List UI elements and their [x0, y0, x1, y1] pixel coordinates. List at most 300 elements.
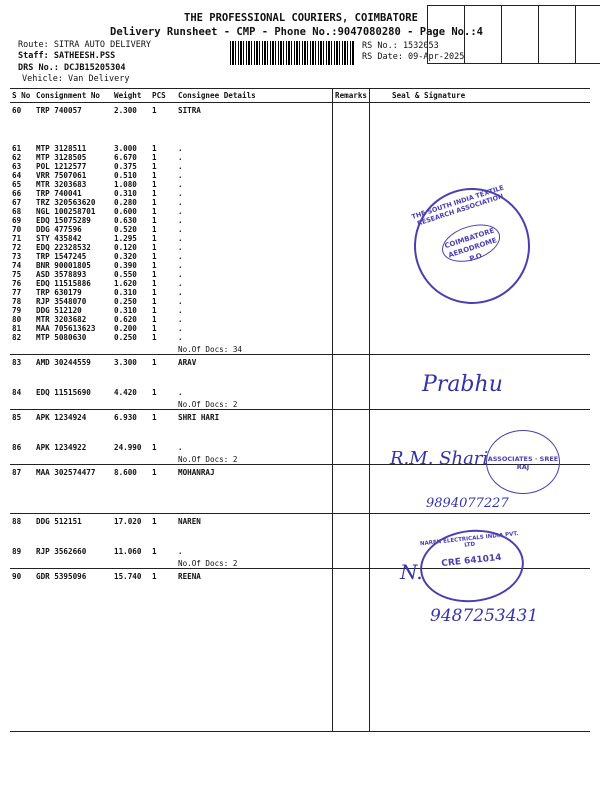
docs-cell: [34, 342, 112, 355]
row-pcs: 1: [152, 297, 157, 306]
row-pcs: 1: [152, 106, 157, 115]
docs-cell: [112, 342, 150, 355]
row-consignment: EDQ 11515690: [36, 388, 91, 397]
row-remarks: [333, 544, 370, 556]
row-remarks: [333, 288, 370, 297]
spacer-cell: [176, 526, 333, 544]
table-row: [10, 385, 590, 397]
table-row: [10, 153, 590, 162]
row-sno: 87: [12, 468, 22, 477]
row-consignee: SITRA: [176, 103, 333, 116]
row-remarks: [333, 315, 370, 324]
docs-cell: [370, 397, 591, 410]
row-remarks: [333, 141, 370, 153]
signature-arav: Prabhu: [422, 372, 503, 397]
row-pcs: 1: [152, 413, 157, 422]
row-consignment: ASD 3578893: [36, 270, 87, 279]
row-sno: 62: [12, 153, 22, 162]
row-pcs: 1: [152, 572, 157, 581]
table-row: [10, 355, 590, 368]
row-seal: [370, 141, 591, 153]
row-consignment: MTR 3203683: [36, 180, 87, 189]
docs-count: No.Of Docs: 2: [176, 397, 333, 410]
row-pcs: 1: [152, 288, 157, 297]
spacer-cell: [34, 422, 112, 440]
table-row: [10, 297, 590, 306]
row-weight: 24.990: [114, 443, 142, 452]
row-consignee: .: [176, 288, 333, 297]
docs-cell: [150, 342, 176, 355]
docs-cell: [370, 342, 591, 355]
table-row: [10, 306, 590, 315]
table-row: [10, 333, 590, 342]
spacer-cell: [150, 367, 176, 385]
row-consignee: .: [176, 440, 333, 452]
row-weight: 1.295: [114, 234, 137, 243]
row-sno: 61: [12, 144, 22, 153]
row-consignee: .: [176, 189, 333, 198]
row-pcs: 1: [152, 198, 157, 207]
col-weight: Weight: [112, 89, 150, 103]
row-consignment: EDQ 15075289: [36, 216, 91, 225]
spacer-row: [10, 581, 590, 732]
row-sno: 65: [12, 180, 22, 189]
row-seal: [370, 306, 591, 315]
spacer-cell: [370, 581, 591, 732]
spacer-cell: [10, 477, 34, 514]
row-seal: [370, 333, 591, 342]
spacer-cell: [150, 422, 176, 440]
row-weight: 0.310: [114, 306, 137, 315]
spacer-cell: [176, 422, 333, 440]
spacer-cell: [10, 367, 34, 385]
row-consignee: .: [176, 198, 333, 207]
row-remarks: [333, 306, 370, 315]
associates-stamp: [486, 430, 560, 494]
header-box: [538, 5, 576, 64]
spacer-cell: [333, 115, 370, 141]
row-remarks: [333, 279, 370, 288]
header-box: [501, 5, 539, 64]
row-remarks: [333, 198, 370, 207]
row-consignee: .: [176, 171, 333, 180]
route-label: Route: SITRA AUTO DELIVERY: [18, 40, 152, 50]
row-remarks: [333, 514, 370, 527]
row-weight: 3.000: [114, 144, 137, 153]
spacer-cell: [112, 477, 150, 514]
row-pcs: 1: [152, 234, 157, 243]
row-weight: 0.250: [114, 333, 137, 342]
row-weight: 0.520: [114, 225, 137, 234]
spacer-row: [10, 367, 590, 385]
row-consignment: MAA 705613623: [36, 324, 96, 333]
table-row: [10, 410, 590, 423]
stamp-ring-text: THE SOUTH INDIA TEXTILE RESEARCH ASSOCIATION: [410, 183, 505, 228]
spacer-cell: [112, 526, 150, 544]
row-remarks: [333, 261, 370, 270]
row-consignment: TRP 740041: [36, 189, 82, 198]
row-remarks: [333, 324, 370, 333]
row-consignment: TRZ 320563620: [36, 198, 96, 207]
spacer-cell: [112, 367, 150, 385]
row-remarks: [333, 225, 370, 234]
spacer-cell: [34, 367, 112, 385]
row-consignee: .: [176, 279, 333, 288]
docs-row: [10, 342, 590, 355]
docs-cell: [333, 342, 370, 355]
row-consignee: .: [176, 324, 333, 333]
associates-text: ASSOCIATES · SREE RAJ: [487, 455, 559, 471]
col-pcs: PCS: [150, 89, 176, 103]
row-remarks: [333, 355, 370, 368]
row-sno: 64: [12, 171, 22, 180]
spacer-cell: [34, 477, 112, 514]
row-weight: 0.280: [114, 198, 137, 207]
docs-cell: [34, 452, 112, 465]
row-sno: 76: [12, 279, 22, 288]
row-pcs: 1: [152, 171, 157, 180]
spacer-row: [10, 115, 590, 141]
rs-date: RS Date: 09-Apr-2025: [362, 52, 465, 62]
row-consignee: NAREN: [176, 514, 333, 527]
row-consignee: .: [176, 180, 333, 189]
row-consignment: EDQ 11515886: [36, 279, 91, 288]
row-consignee: .: [176, 270, 333, 279]
row-weight: 0.310: [114, 189, 137, 198]
row-consignment: MTP 3128505: [36, 153, 87, 162]
row-sno: 78: [12, 297, 22, 306]
row-consignee: .: [176, 216, 333, 225]
row-sno: 60: [12, 106, 22, 115]
row-seal: [370, 162, 591, 171]
row-remarks: [333, 234, 370, 243]
row-consignee: .: [176, 243, 333, 252]
row-consignment: DDG 477596: [36, 225, 82, 234]
row-consignment: AMD 30244559: [36, 358, 91, 367]
spacer-cell: [370, 115, 591, 141]
table-row: [10, 514, 590, 527]
docs-row: [10, 397, 590, 410]
row-sno: 80: [12, 315, 22, 324]
row-pcs: 1: [152, 468, 157, 477]
row-consignment: BNR 90001805: [36, 261, 91, 270]
row-consignment: APK 1234924: [36, 413, 87, 422]
row-consignment: TRP 630179: [36, 288, 82, 297]
docs-cell: [333, 397, 370, 410]
spacer-cell: [150, 526, 176, 544]
row-pcs: 1: [152, 315, 157, 324]
row-pcs: 1: [152, 189, 157, 198]
docs-cell: [112, 452, 150, 465]
docs-cell: [112, 556, 150, 569]
col-consignee: Consignee Details: [176, 89, 333, 103]
header-box: [575, 5, 600, 64]
row-weight: 0.620: [114, 315, 137, 324]
row-consignment: TRP 740057: [36, 106, 82, 115]
row-consignee: .: [176, 315, 333, 324]
spacer-cell: [176, 581, 333, 732]
row-pcs: 1: [152, 388, 157, 397]
row-pcs: 1: [152, 180, 157, 189]
docs-count: No.Of Docs: 2: [176, 452, 333, 465]
row-remarks: [333, 270, 370, 279]
row-sno: 84: [12, 388, 22, 397]
spacer-cell: [34, 581, 112, 732]
row-sno: 70: [12, 225, 22, 234]
row-sno: 63: [12, 162, 22, 171]
col-remarks: Remarks: [333, 89, 370, 103]
row-consignee: MOHANRAJ: [176, 465, 333, 478]
drs-label: DRS No.: DCJB15205304: [18, 63, 126, 73]
row-consignment: MTP 5080630: [36, 333, 87, 342]
row-weight: 15.740: [114, 572, 142, 581]
row-sno: 73: [12, 252, 22, 261]
row-seal: [370, 410, 591, 423]
col-sno: S No: [10, 89, 34, 103]
row-pcs: 1: [152, 216, 157, 225]
stamp-center: COIMBATORE AERODROME P.O: [437, 218, 505, 269]
row-pcs: 1: [152, 547, 157, 556]
row-weight: 0.390: [114, 261, 137, 270]
docs-cell: [112, 397, 150, 410]
row-consignee: .: [176, 261, 333, 270]
row-sno: 66: [12, 189, 22, 198]
spacer-cell: [34, 526, 112, 544]
row-sno: 68: [12, 207, 22, 216]
row-sno: 75: [12, 270, 22, 279]
spacer-cell: [150, 581, 176, 732]
row-weight: 0.200: [114, 324, 137, 333]
row-consignment: POL 1212577: [36, 162, 87, 171]
row-remarks: [333, 207, 370, 216]
table-row: [10, 141, 590, 153]
row-weight: 4.420: [114, 388, 137, 397]
table-row: [10, 324, 590, 333]
row-remarks: [333, 297, 370, 306]
spacer-cell: [10, 115, 34, 141]
row-weight: 0.375: [114, 162, 137, 171]
docs-cell: [10, 397, 34, 410]
row-consignee: .: [176, 153, 333, 162]
row-seal: [370, 315, 591, 324]
row-remarks: [333, 252, 370, 261]
row-weight: 6.930: [114, 413, 137, 422]
row-weight: 0.320: [114, 252, 137, 261]
docs-cell: [34, 397, 112, 410]
row-sno: 82: [12, 333, 22, 342]
row-consignment: STY 435842: [36, 234, 82, 243]
runsheet-subtitle: Delivery Runsheet - CMP - Phone No.:9047080280 - Page No.:4: [110, 26, 483, 38]
signature-reena: 9487253431: [430, 606, 539, 626]
row-pcs: 1: [152, 225, 157, 234]
rs-number: RS No.: 1532053: [362, 41, 439, 51]
row-weight: 3.300: [114, 358, 137, 367]
docs-cell: [150, 397, 176, 410]
row-remarks: [333, 189, 370, 198]
row-remarks: [333, 410, 370, 423]
docs-count: No.Of Docs: 2: [176, 556, 333, 569]
row-sno: 81: [12, 324, 22, 333]
header-box: [464, 5, 502, 64]
row-weight: 8.600: [114, 468, 137, 477]
docs-cell: [150, 556, 176, 569]
row-weight: 0.310: [114, 288, 137, 297]
row-pcs: 1: [152, 207, 157, 216]
row-weight: 2.300: [114, 106, 137, 115]
row-sno: 88: [12, 517, 22, 526]
spacer-cell: [176, 367, 333, 385]
row-pcs: 1: [152, 306, 157, 315]
row-pcs: 1: [152, 517, 157, 526]
row-consignment: EDQ 22328532: [36, 243, 91, 252]
spacer-cell: [333, 422, 370, 440]
spacer-cell: [176, 115, 333, 141]
row-consignment: RJP 3562660: [36, 547, 87, 556]
spacer-cell: [10, 581, 34, 732]
row-remarks: [333, 243, 370, 252]
row-sno: 67: [12, 198, 22, 207]
row-sno: 69: [12, 216, 22, 225]
row-sno: 71: [12, 234, 22, 243]
table-row: [10, 315, 590, 324]
spacer-cell: [333, 526, 370, 544]
row-remarks: [333, 162, 370, 171]
header-boxes: [428, 5, 600, 64]
spacer-cell: [34, 115, 112, 141]
row-consignee: .: [176, 252, 333, 261]
row-seal: [370, 514, 591, 527]
spacer-cell: [112, 115, 150, 141]
spacer-cell: [176, 477, 333, 514]
row-weight: 0.600: [114, 207, 137, 216]
staff-label: Staff: SATHEESH.PSS: [18, 51, 116, 61]
table-row: [10, 103, 590, 116]
row-consignment: GDR 5395096: [36, 572, 87, 581]
signature-naren: N.: [400, 560, 423, 584]
row-consignment: APK 1234922: [36, 443, 87, 452]
docs-cell: [10, 452, 34, 465]
row-remarks: [333, 465, 370, 478]
spacer-cell: [10, 526, 34, 544]
row-pcs: 1: [152, 162, 157, 171]
row-pcs: 1: [152, 443, 157, 452]
row-consignee: .: [176, 207, 333, 216]
row-consignee: REENA: [176, 569, 333, 582]
row-consignment: DDG 512151: [36, 517, 82, 526]
cre-ring-text: NAREN ELECTRICALS INDIA PVT. LTD: [419, 530, 519, 549]
row-pcs: 1: [152, 270, 157, 279]
signature-mohanraj: 9894077227: [426, 496, 509, 511]
row-pcs: 1: [152, 252, 157, 261]
row-sno: 72: [12, 243, 22, 252]
row-consignee: .: [176, 306, 333, 315]
row-consignee: .: [176, 141, 333, 153]
row-consignee: .: [176, 297, 333, 306]
row-remarks: [333, 153, 370, 162]
row-pcs: 1: [152, 261, 157, 270]
row-consignee: .: [176, 225, 333, 234]
company-title: THE PROFESSIONAL COURIERS, COIMBATORE: [184, 12, 418, 24]
spacer-cell: [112, 422, 150, 440]
row-consignment: MAA 302574477: [36, 468, 96, 477]
spacer-cell: [150, 115, 176, 141]
col-seal: Seal & Signature: [370, 89, 591, 103]
row-consignment: MTP 3128511: [36, 144, 87, 153]
row-seal: [370, 355, 591, 368]
row-weight: 0.120: [114, 243, 137, 252]
row-pcs: 1: [152, 243, 157, 252]
row-consignee: .: [176, 162, 333, 171]
spacer-cell: [333, 581, 370, 732]
row-seal: [370, 324, 591, 333]
row-remarks: [333, 440, 370, 452]
docs-cell: [34, 556, 112, 569]
row-consignment: NGL 100258701: [36, 207, 96, 216]
spacer-cell: [10, 422, 34, 440]
col-consignment: Consignment No: [34, 89, 112, 103]
row-weight: 0.250: [114, 297, 137, 306]
row-remarks: [333, 216, 370, 225]
row-consignment: TRP 1547245: [36, 252, 87, 261]
row-weight: 1.080: [114, 180, 137, 189]
row-weight: 17.020: [114, 517, 142, 526]
row-sno: 90: [12, 572, 22, 581]
row-sno: 74: [12, 261, 22, 270]
row-pcs: 1: [152, 144, 157, 153]
row-remarks: [333, 385, 370, 397]
row-sno: 85: [12, 413, 22, 422]
vehicle-label: Vehicle: Van Delivery: [22, 74, 130, 84]
row-pcs: 1: [152, 153, 157, 162]
row-consignee: .: [176, 385, 333, 397]
row-pcs: 1: [152, 279, 157, 288]
barcode: [230, 41, 355, 65]
header-box: [427, 5, 465, 64]
row-remarks: [333, 333, 370, 342]
row-sno: 79: [12, 306, 22, 315]
table-row: [10, 162, 590, 171]
row-weight: 0.550: [114, 270, 137, 279]
cre-center: CRE 641014: [440, 552, 503, 570]
row-seal: [370, 171, 591, 180]
docs-cell: [10, 342, 34, 355]
docs-cell: [10, 556, 34, 569]
row-consignee: .: [176, 234, 333, 243]
row-weight: 6.670: [114, 153, 137, 162]
signature-shri-hari: R.M. Shari: [390, 448, 489, 469]
spacer-cell: [150, 477, 176, 514]
row-sno: 86: [12, 443, 22, 452]
spacer-cell: [333, 367, 370, 385]
row-sno: 89: [12, 547, 22, 556]
row-seal: [370, 153, 591, 162]
row-remarks: [333, 171, 370, 180]
row-remarks: [333, 569, 370, 582]
row-consignee: .: [176, 544, 333, 556]
row-consignment: DDG 512120: [36, 306, 82, 315]
row-remarks: [333, 103, 370, 116]
table-header-row: [10, 89, 590, 103]
row-seal: [370, 103, 591, 116]
spacer-cell: [333, 477, 370, 514]
docs-count: No.Of Docs: 34: [176, 342, 333, 355]
docs-cell: [333, 452, 370, 465]
row-weight: 0.630: [114, 216, 137, 225]
row-consignment: RJP 3548070: [36, 297, 87, 306]
row-consignment: VRR 7507061: [36, 171, 87, 180]
row-sno: 83: [12, 358, 22, 367]
row-consignment: MTR 3203682: [36, 315, 87, 324]
